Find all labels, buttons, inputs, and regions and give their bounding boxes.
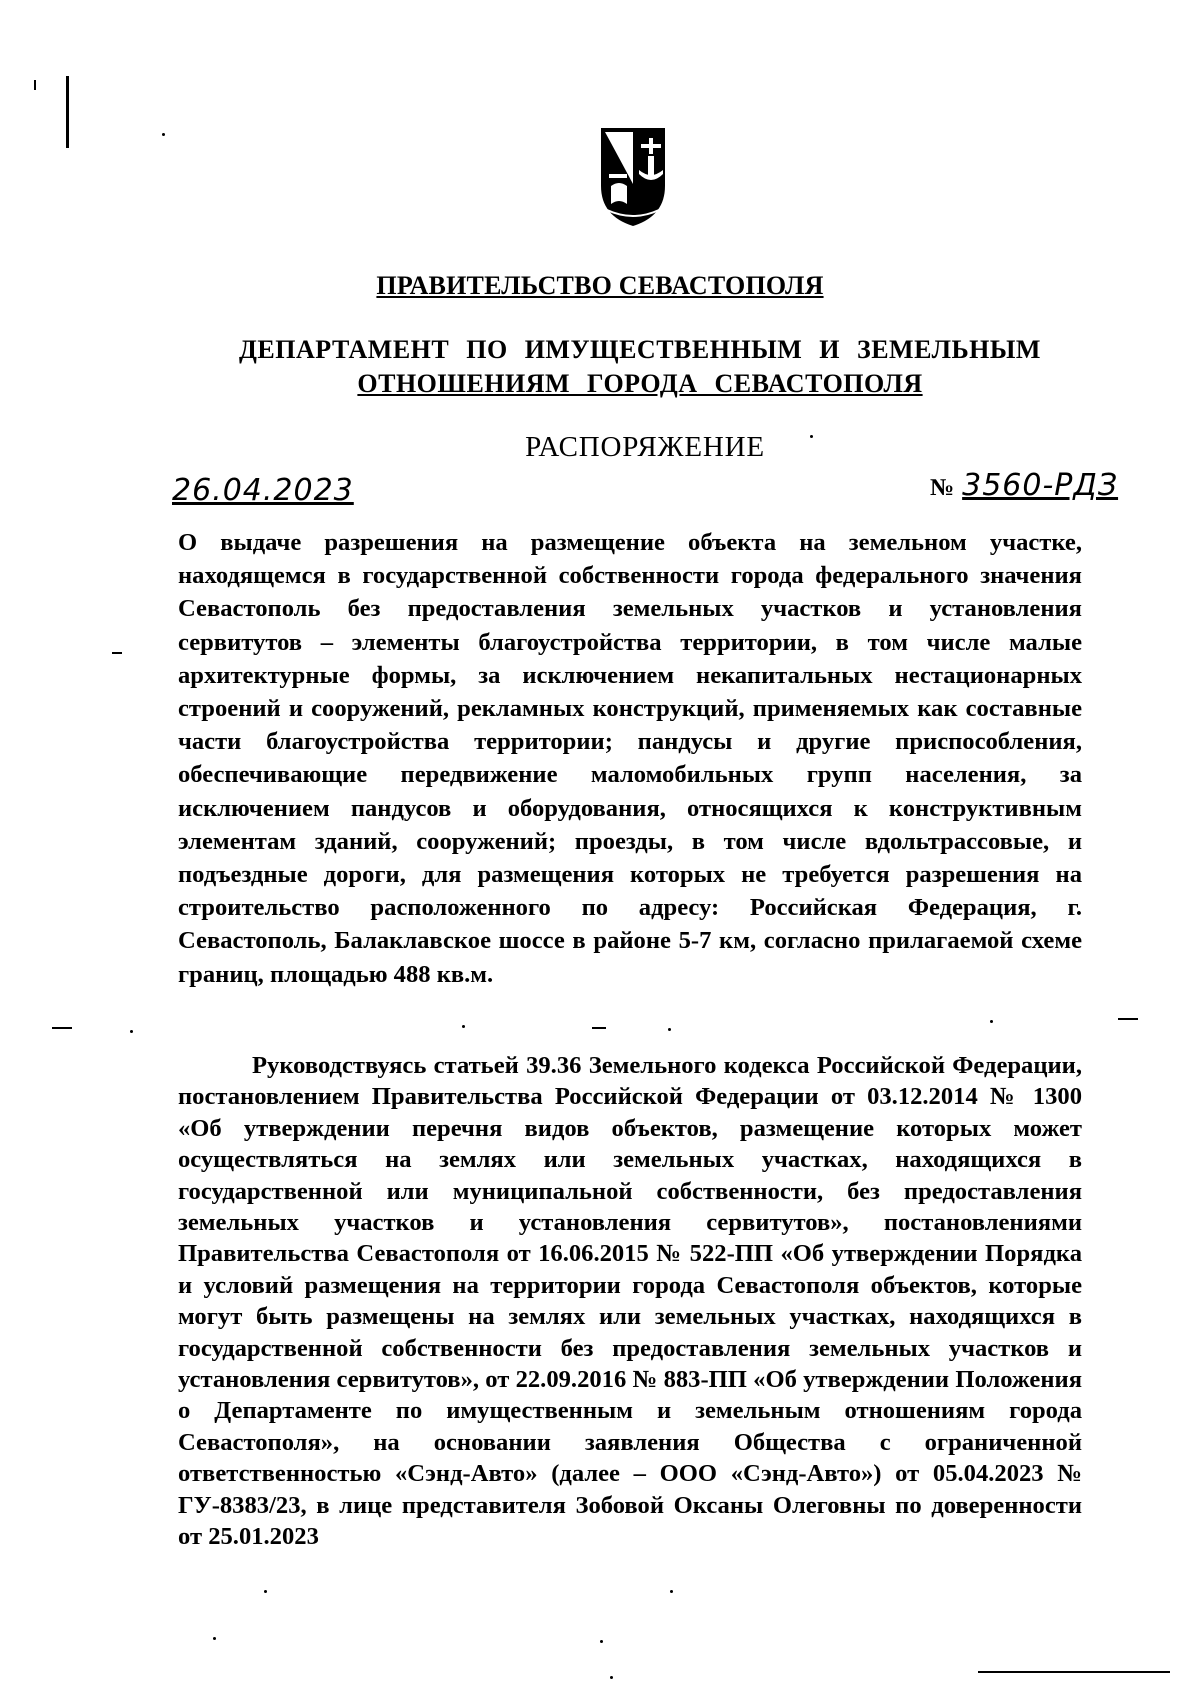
- number-sign: №: [930, 475, 955, 501]
- scan-artifact-bar: [66, 76, 69, 148]
- scan-artifact-dash: [112, 652, 122, 654]
- document-number: [930, 468, 1118, 503]
- handwritten-date: 26.04.2023: [172, 473, 354, 508]
- government-title: ПРАВИТЕЛЬСТВО СЕВАСТОПОЛЯ: [376, 271, 824, 300]
- scan-artifact-dot: [600, 1640, 603, 1643]
- handwritten-number: 3560-РДЗ: [962, 468, 1119, 503]
- scan-artifact-dot: [610, 1676, 613, 1679]
- scan-artifact-dot: [213, 1637, 216, 1640]
- department-title-line-2: ОТНОШЕНИЯМ ГОРОДА СЕВАСТОПОЛЯ: [357, 369, 923, 398]
- document-body: Руководствуясь статьей 39.36 Земельного кодекса Российской Федерации, постановлением Правительства Российской Федерации от 03.12.2014 № 1300 «Об утверждении перечня видов объектов, размещение которых может осуществляться на землях или земельных участках, находящихся в государственной или муниципальной собственности, без предоставления земельных участков и установления сервитутов», постановлениями Правительства Севастополя от 16.06.2015 № 522-ПП «Об утверждении Порядка и условий размещения на территории города Севастополя объектов, которые могут быть размещены на землях или земельных участках, находящихся в государственной собственности без предоставления земельных участков и установления сервитутов», от 22.09.2016 № 883-ПП «Об утверждении Положения о Департаменте по имущественным и земельным отношениям города Севастополя», на основании заявления Общества с ограниченной ответственностью «Сэнд-Авто» (далее – ООО «Сэнд-Авто») от 05.04.2023 № ГУ-8383/23, в лице представителя Зобовой Оксаны Олеговны по доверенности от 25.01.2023: [178, 1052, 1082, 1551]
- scan-artifact-tick: [34, 80, 36, 90]
- scan-artifact-dot: [670, 1590, 673, 1593]
- scan-artifact-dot: [264, 1590, 267, 1593]
- footer-line: [978, 1671, 1170, 1673]
- scan-artifact-dash: [1118, 1018, 1138, 1020]
- scan-artifact-dash: [52, 1027, 72, 1029]
- document-subject: О выдаче разрешения на размещение объекта на земельном участке, находящемся в государственной собственности города федерального значения Севастополь без предоставления земельных участков и установления сервитутов – элементы благоустройства территории, в том числе малые архитектурные формы, за исключением некапитальных нестационарных строений и сооружений, рекламных конструкций, применяемых как составные части благоустройства территории; пандусы и другие приспособления, обеспечивающие передвижение маломобильных групп населения, за исключением пандусов и оборудования, относящихся к конструктивным элементам зданий, сооружений; проезды, в том числе вдольтрассовые, и подъездные дороги, для размещения которых не требуется разрешения на строительство расположенного по адресу: Российская Федерация, г. Севастополь, Балаклавское шоссе в районе 5-7 км, согласно прилагаемой схеме границ, площадью 488 кв.м.: [178, 529, 1082, 988]
- scan-artifact-dot: [462, 1025, 465, 1028]
- sevastopol-coat-of-arms-icon: [597, 124, 669, 230]
- scan-artifact-dot: [162, 133, 165, 136]
- scan-artifact-dot: [130, 1030, 133, 1033]
- document-type: РАСПОРЯЖЕНИЕ: [525, 431, 765, 463]
- scan-artifact-dash: [592, 1027, 606, 1029]
- scan-artifact-dot: [668, 1028, 671, 1031]
- department-title-line-1: ДЕПАРТАМЕНТ ПО ИМУЩЕСТВЕННЫМ И ЗЕМЕЛЬНЫМ: [239, 335, 1041, 364]
- department-title: [200, 333, 1080, 401]
- scan-artifact-dot: [990, 1020, 993, 1023]
